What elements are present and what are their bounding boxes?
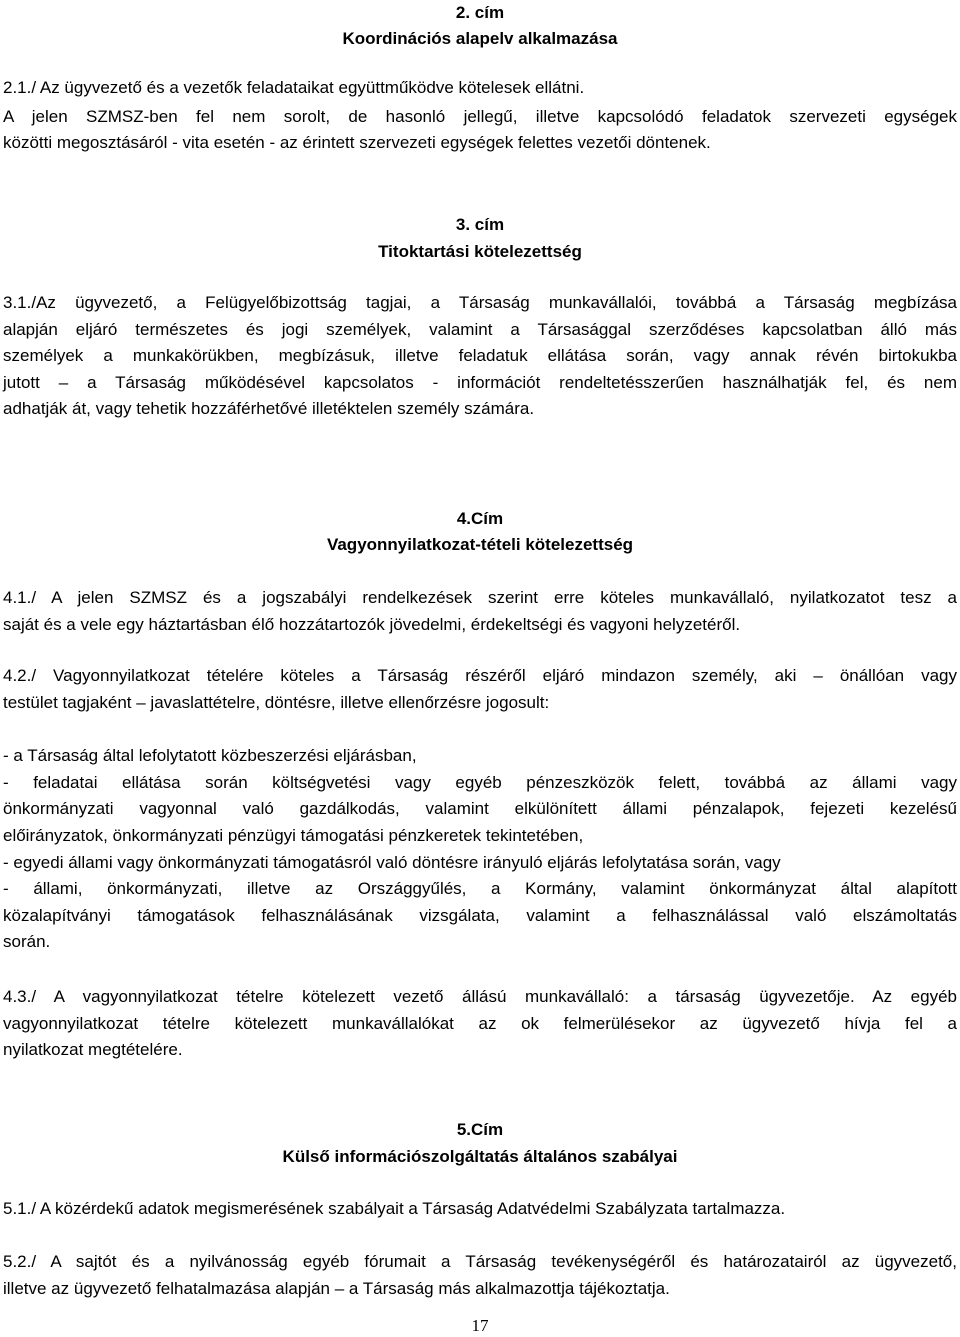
paragraph-4-2-line: 4.2./ Vagyonnyilatkozat tételére köteles a Társaság részéről eljáró mindazon személy, aki – önállóan vagy — [3, 666, 957, 685]
list-item-line: - a Társaság által lefolytatott közbeszerzési eljárásban, — [3, 746, 417, 765]
section-5-title: Külső információszolgáltatás általános szabályai — [282, 1147, 678, 1166]
paragraph-4-1-line: saját és a vele egy háztartásban élő hozzátartozók jövedelmi, érdekeltségi és vagyoni helyzetéről. — [3, 615, 741, 634]
list-item-line: közalapítványi támogatások felhasználásának vizsgálata, valamint a felhasználással való elszámoltatás — [3, 906, 957, 925]
paragraph-4-1-line: 4.1./ A jelen SZMSZ és a jogszabályi rendelkezések szerint erre köteles munkavállaló, nyilatkozatot tesz a — [3, 588, 957, 607]
paragraph-5-1-line: 5.1./ A közérdekű adatok megismerésének szabályait a Társaság Adatvédelmi Szabályzata tartalmazza. — [3, 1199, 786, 1218]
paragraph-4-3-line: nyilatkozat megtételére. — [3, 1040, 183, 1059]
section-2-title: Koordinációs alapelv alkalmazása — [342, 29, 618, 48]
list-item-line: - állami, önkormányzati, illetve az Országgyűlés, a Kormány, valamint önkormányzat által alapított — [3, 879, 957, 898]
list-item-line: során. — [3, 932, 51, 951]
paragraph-4-3-line: 4.3./ A vagyonnyilatkozat tételre kötelezett vezető állású munkavállaló: a társaság ügyvezetője. Az egyéb — [3, 987, 957, 1006]
paragraph-3-1-line: alapján eljáró természetes és jogi személyek, valamint a Társasággal szerződéses kapcsolatban álló más — [3, 320, 957, 339]
section-2-number: 2. cím — [455, 3, 505, 22]
paragraph-3-1-line: adhatják át, vagy tehetik hozzáférhetővé illetéktelen személy számára. — [3, 399, 535, 418]
paragraph-2-1-line: 2.1./ Az ügyvezető és a vezetők feladataikat együttműködve kötelesek ellátni. — [3, 78, 585, 97]
paragraph-2-1-line: A jelen SZMSZ-ben fel nem sorolt, de hasonló jellegű, illetve kapcsolódó feladatok szervezeti egységek — [3, 107, 957, 126]
list-item-line: - feladatai ellátása során költségvetési vagy egyéb pénzeszközök felett, továbbá az állami vagy — [3, 773, 957, 792]
section-4-title: Vagyonnyilatkozat-tételi kötelezettség — [326, 535, 634, 554]
list-item-line: előirányzatok, önkormányzati pénzügyi támogatási pénzkeretek tekintetében, — [3, 826, 584, 845]
section-3-number: 3. cím — [455, 215, 505, 234]
paragraph-3-1-line: 3.1./Az ügyvezető, a Felügyelőbizottság tagjai, a Társaság munkavállalói, továbbá a Társaság megbízása — [3, 293, 957, 312]
list-item-line: - egyedi állami vagy önkormányzati támogatásról való döntésre irányuló eljárás lefolytatása során, vagy — [3, 853, 781, 872]
paragraph-3-1-line: jutott – a Társaság működésével kapcsolatos - információt rendeltetésszerűen használhatják fel, és nem — [3, 373, 957, 392]
paragraph-5-2-line: 5.2./ A sajtót és a nyilvánosság egyéb fórumait a Társaság tevékenységéről és határozatairól az ügyvezető, — [3, 1252, 957, 1271]
paragraph-5-2-line: illetve az ügyvezető felhatalmazása alapján – a Társaság más alkalmazottja tájékoztatja. — [3, 1279, 670, 1298]
section-4-number: 4.Cím — [456, 509, 504, 528]
list-item-line: önkormányzati vagyonnal való gazdálkodás, valamint elkülönített állami pénzalapok, fejezeti kezelésű — [3, 799, 957, 818]
paragraph-4-2-line: testület tagjaként – javaslattételre, döntésre, illetve ellenőrzésre jogosult: — [3, 693, 550, 712]
paragraph-2-1-line: közötti megosztásáról - vita esetén - az érintett szervezeti egységek felettes vezetői döntenek. — [3, 133, 711, 152]
section-3-title: Titoktartási kötelezettség — [378, 242, 582, 261]
paragraph-4-3-line: vagyonnyilatkozat tételre kötelezett munkavállalókat az ok felmerülésekor az ügyvezető hívja fel a — [3, 1014, 957, 1033]
section-5-number: 5.Cím — [456, 1120, 504, 1139]
page-number: 17 — [471, 1316, 489, 1335]
paragraph-3-1-line: személyek a munkakörükben, megbízásuk, illetve feladatuk ellátása során, vagy annak révén birtokukba — [3, 346, 957, 365]
